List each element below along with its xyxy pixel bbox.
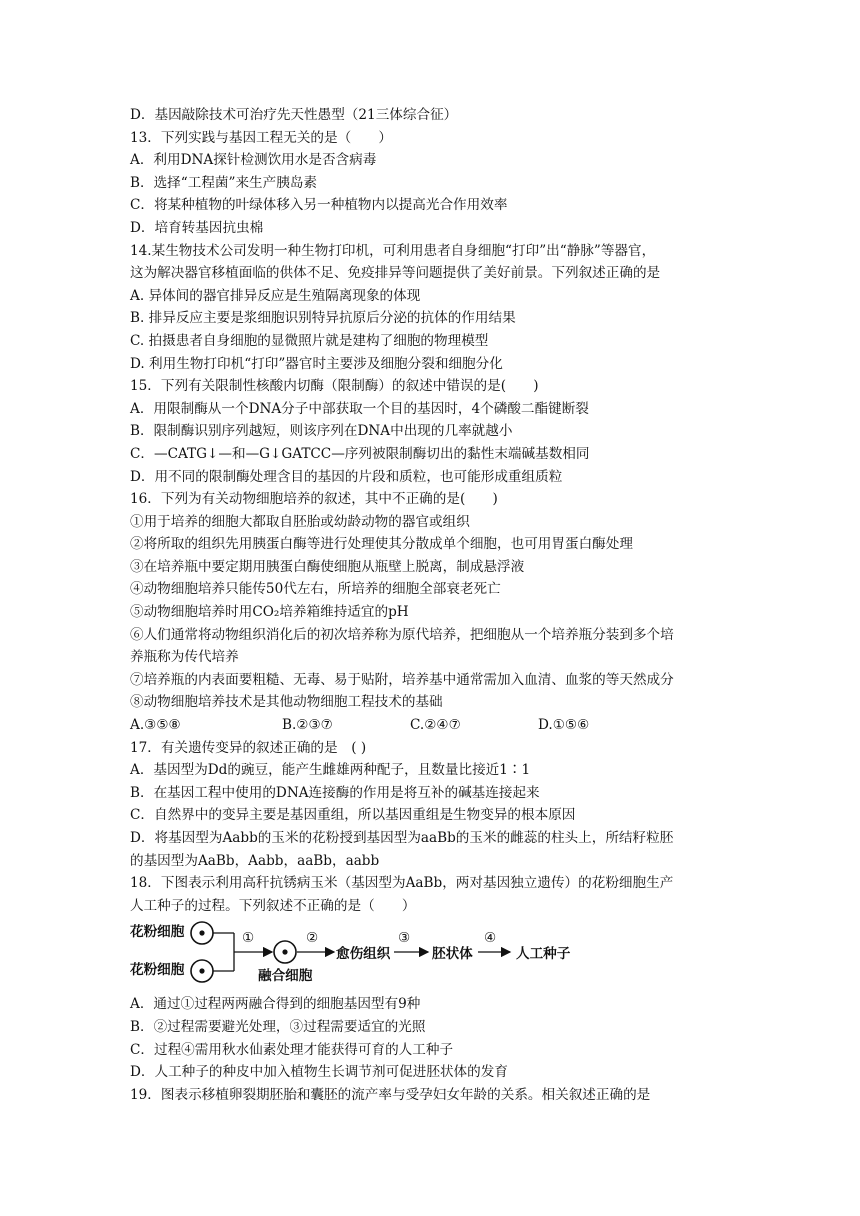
questions-18-options-19 bbox=[130, 993, 740, 1106]
text-line: A．用限制酶从一个DNA分子中部获取一个目的基因时，4个磷酸二酯键断裂 bbox=[130, 400, 589, 417]
text-line: ③在培养瓶中要定期用胰蛋白酶使细胞从瓶壁上脱离，制成悬浮液 bbox=[130, 558, 525, 575]
questions-17-18 bbox=[130, 737, 740, 918]
text-line: 人工种子的过程。下列叙述不正确的是（ ） bbox=[130, 897, 416, 914]
text-line: ⑧动物细胞培养技术是其他动物细胞工程技术的基础 bbox=[130, 694, 443, 711]
text-line: 16．下列为有关动物细胞培养的叙述，其中不正确的是( ) bbox=[130, 491, 498, 508]
text-line: ⑤动物细胞培养时用CO₂培养箱维持适宜的pH bbox=[130, 604, 409, 621]
text-line: 15．下列有关限制性核酸内切酶（限制酶）的叙述中错误的是( ) bbox=[130, 378, 539, 395]
text-line: C．将某种植物的叶绿体移入另一种植物内以提高光合作用效率 bbox=[130, 197, 508, 214]
label-callus: 愈伤组织 bbox=[336, 946, 391, 963]
text-line: D．培育转基因抗虫棉 bbox=[130, 219, 264, 236]
q16-choice-a: A.③⑤⑧ bbox=[130, 717, 181, 734]
text-line: D．将基因型为Aabb的玉米的花粉授到基因型为aaBb的玉米的雌蕊的柱头上，所结籽粒胚 bbox=[130, 830, 674, 846]
q16-choice-c: C.②④⑦ bbox=[410, 717, 461, 734]
text-line: C．—CATG↓—和—G↓GATCC—序列被限制酶切出的黏性末端碱基数相同 bbox=[130, 445, 590, 462]
q16-choices bbox=[130, 714, 740, 737]
text-line: 养瓶称为传代培养 bbox=[130, 649, 239, 666]
text-line: 14.某生物技术公司发明一种生物打印机，可利用患者自身细胞“打印”出“静脉”等器官， bbox=[130, 242, 656, 259]
label-step-1: ① bbox=[242, 930, 255, 947]
text-line: D．基因敲除技术可治疗先天性愚型（21三体综合征） bbox=[130, 107, 458, 123]
label-step-2: ② bbox=[306, 930, 319, 947]
text-line: D. 利用生物打印机“打印”器官时主要涉及细胞分裂和细胞分化 bbox=[130, 355, 503, 372]
questions-13-16 bbox=[130, 104, 740, 714]
text-line: ⑥人们通常将动物组织消化后的初次培养称为原代培养，把细胞从一个培养瓶分装到多个培 bbox=[130, 626, 674, 643]
label-pollen-top: 花粉细胞 bbox=[130, 924, 185, 941]
text-line: C. 拍摄患者自身细胞的显微照片就是建构了细胞的物理模型 bbox=[130, 332, 489, 349]
text-line: B．在基因工程中使用的DNA连接酶的作用是将互补的碱基连接起来 bbox=[130, 784, 540, 801]
text-line: ⑦培养瓶的内表面要粗糙、无毒、易于贴附，培养基中通常需加入血清、血浆的等天然成分 bbox=[130, 671, 674, 688]
q16-choice-d: D.①⑤⑥ bbox=[538, 717, 590, 734]
text-line: 的基因型为AaBb，Aabb，aaBb，aabb bbox=[130, 852, 380, 869]
text-line: 19．图表示移植卵裂期胚胎和囊胚的流产率与受孕妇女年龄的关系。相关叙述正确的是 bbox=[130, 1086, 651, 1103]
text-line: A．利用DNA探针检测饮用水是否含病毒 bbox=[130, 152, 377, 169]
text-line: C．过程④需用秋水仙素处理才能获得可育的人工种子 bbox=[130, 1041, 454, 1058]
label-step-3: ③ bbox=[398, 930, 411, 947]
text-line: B. 排异反应主要是浆细胞识别特异抗原后分泌的抗体的作用结果 bbox=[130, 310, 516, 327]
artificial-seed-diagram bbox=[130, 919, 740, 989]
label-fused-cell: 融合细胞 bbox=[258, 968, 313, 985]
text-line: B．选择“工程菌”来生产胰岛素 bbox=[130, 174, 318, 191]
text-line: 17．有关遗传变异的叙述正确的是 ( ) bbox=[130, 739, 367, 756]
text-line: B．②过程需要避光处理，③过程需要适宜的光照 bbox=[130, 1018, 426, 1035]
text-line: 18．下图表示利用高秆抗锈病玉米（基因型为AaBb，两对基因独立遗传）的花粉细胞生产 bbox=[130, 875, 674, 892]
text-line: D．人工种子的种皮中加入植物生长调节剂可促进胚状体的发育 bbox=[130, 1064, 508, 1081]
q16-choice-b: B.②③⑦ bbox=[282, 717, 333, 734]
text-line: 13．下列实践与基因工程无关的是（ ） bbox=[130, 129, 392, 146]
text-line: A．通过①过程两两融合得到的细胞基因型有9种 bbox=[130, 996, 421, 1013]
label-step-4: ④ bbox=[484, 930, 497, 947]
label-pollen-bottom: 花粉细胞 bbox=[130, 962, 185, 979]
text-line: A．基因型为Dd的豌豆，能产生雌雄两种配子，且数量比接近1∶1 bbox=[130, 762, 531, 779]
text-line: B．限制酶识别序列越短，则该序列在DNA中出现的几率就越小 bbox=[130, 423, 513, 440]
text-line: A. 异体间的器官排异反应是生殖隔离现象的体现 bbox=[130, 287, 421, 304]
text-line: ②将所取的组织先用胰蛋白酶等进行处理使其分散成单个细胞，也可用胃蛋白酶处理 bbox=[130, 536, 633, 553]
exam-page bbox=[130, 104, 740, 1106]
text-line: 这为解决器官移植面临的供体不足、免疫排异等问题提供了美好前景。下列叙述正确的是 bbox=[130, 265, 661, 282]
text-line: ①用于培养的细胞大都取自胚胎或幼龄动物的器官或组织 bbox=[130, 513, 470, 530]
label-artificial-seed: 人工种子 bbox=[516, 946, 571, 963]
text-line: ④动物细胞培养只能传50代左右，所培养的细胞全部衰老死亡 bbox=[130, 581, 501, 598]
text-line: C．自然界中的变异主要是基因重组，所以基因重组是生物变异的根本原因 bbox=[130, 807, 576, 824]
text-line: D．用不同的限制酶处理含目的基因的片段和质粒，也可能形成重组质粒 bbox=[130, 468, 563, 485]
label-embryoid: 胚状体 bbox=[432, 946, 473, 963]
